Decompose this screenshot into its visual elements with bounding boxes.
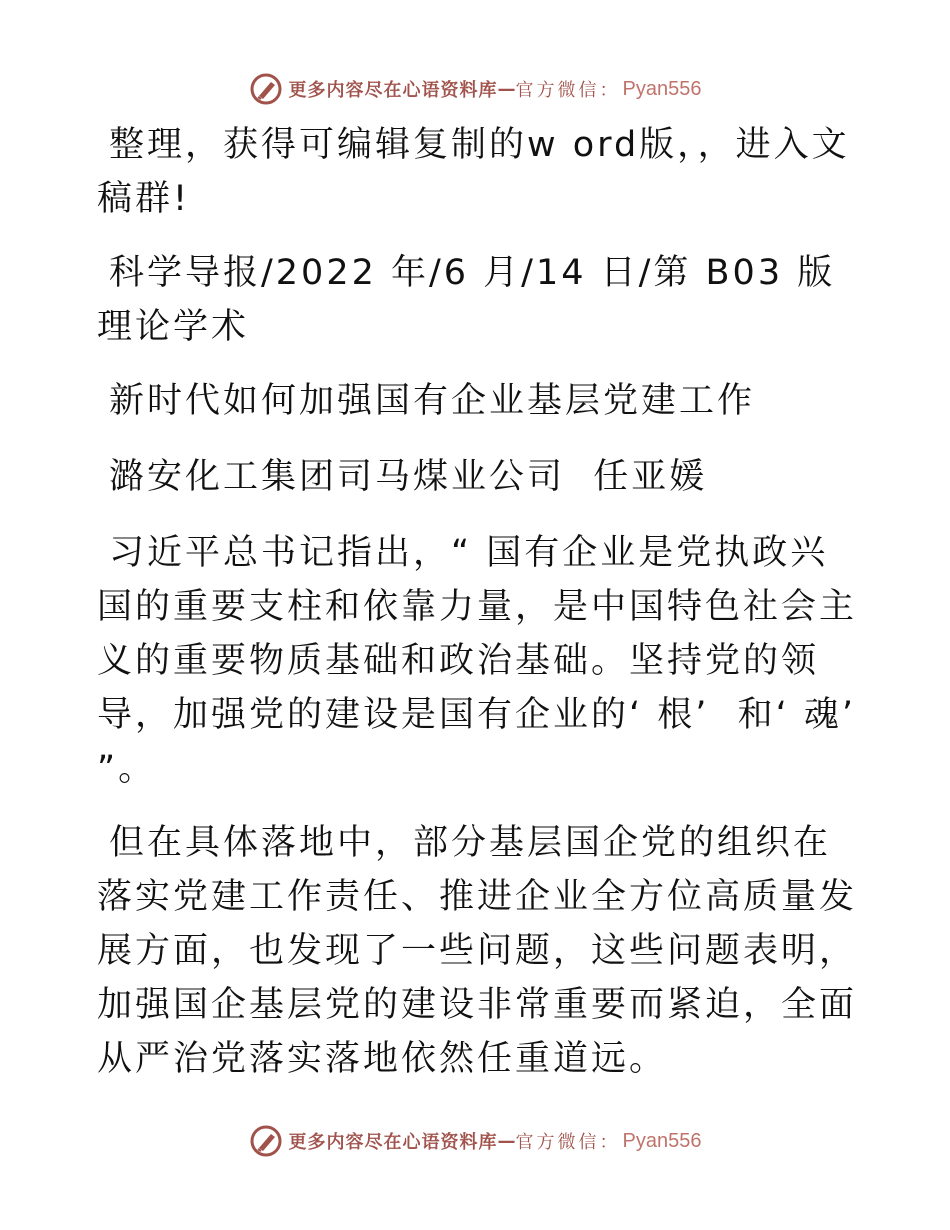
watermark-official-label: 官方微信： (515, 1132, 621, 1153)
watermark-wechat-id: Pyan556 (622, 1129, 702, 1152)
watermark-main-text: 更多内容尽在心语资料库 (288, 80, 498, 101)
watermark-wechat-id: Pyan556 (622, 77, 702, 100)
watermark-footer (0, 1124, 950, 1158)
watermark-dash: — (497, 1130, 516, 1152)
paragraph-intro: 整理，获得可编辑复制的w ord版，，进入文稿群! (97, 125, 850, 219)
watermark-dash: — (497, 78, 516, 100)
article-author: 潞安化工集团司马煤业公司 任亚媛 (109, 457, 708, 497)
document-body (97, 118, 885, 1106)
pen-logo-icon (249, 1124, 283, 1158)
watermark-official-label: 官方微信： (515, 80, 621, 101)
watermark-main-text: 更多内容尽在心语资料库 (288, 1132, 498, 1153)
paragraph-quote: 习近平总书记指出，“ 国有企业是党执政兴国的重要支柱和依靠力量，是中国特色社会主义的重要物质基础和政治基础。坚持党的领导，加强党的建设是国有企业的‘ 根’ 和‘ 魂’ ”。 (97, 533, 885, 789)
pen-logo-icon (249, 72, 283, 106)
paragraph-problems: 但在具体落地中，部分基层国企党的组织在落实党建工作责任、推进企业全方位高质量发展方面，也发现了一些问题，这些问题表明，加强国企基层党的建设非常重要而紧迫，全面从严治党落实落地依然任重道远。 (97, 823, 858, 1079)
paragraph-source: 科学导报/2022 年/6 月/14 日/第 B03 版理论学术 (97, 253, 836, 347)
article-title: 新时代如何加强国有企业基层党建工作 (109, 381, 756, 421)
watermark-header (0, 72, 950, 106)
